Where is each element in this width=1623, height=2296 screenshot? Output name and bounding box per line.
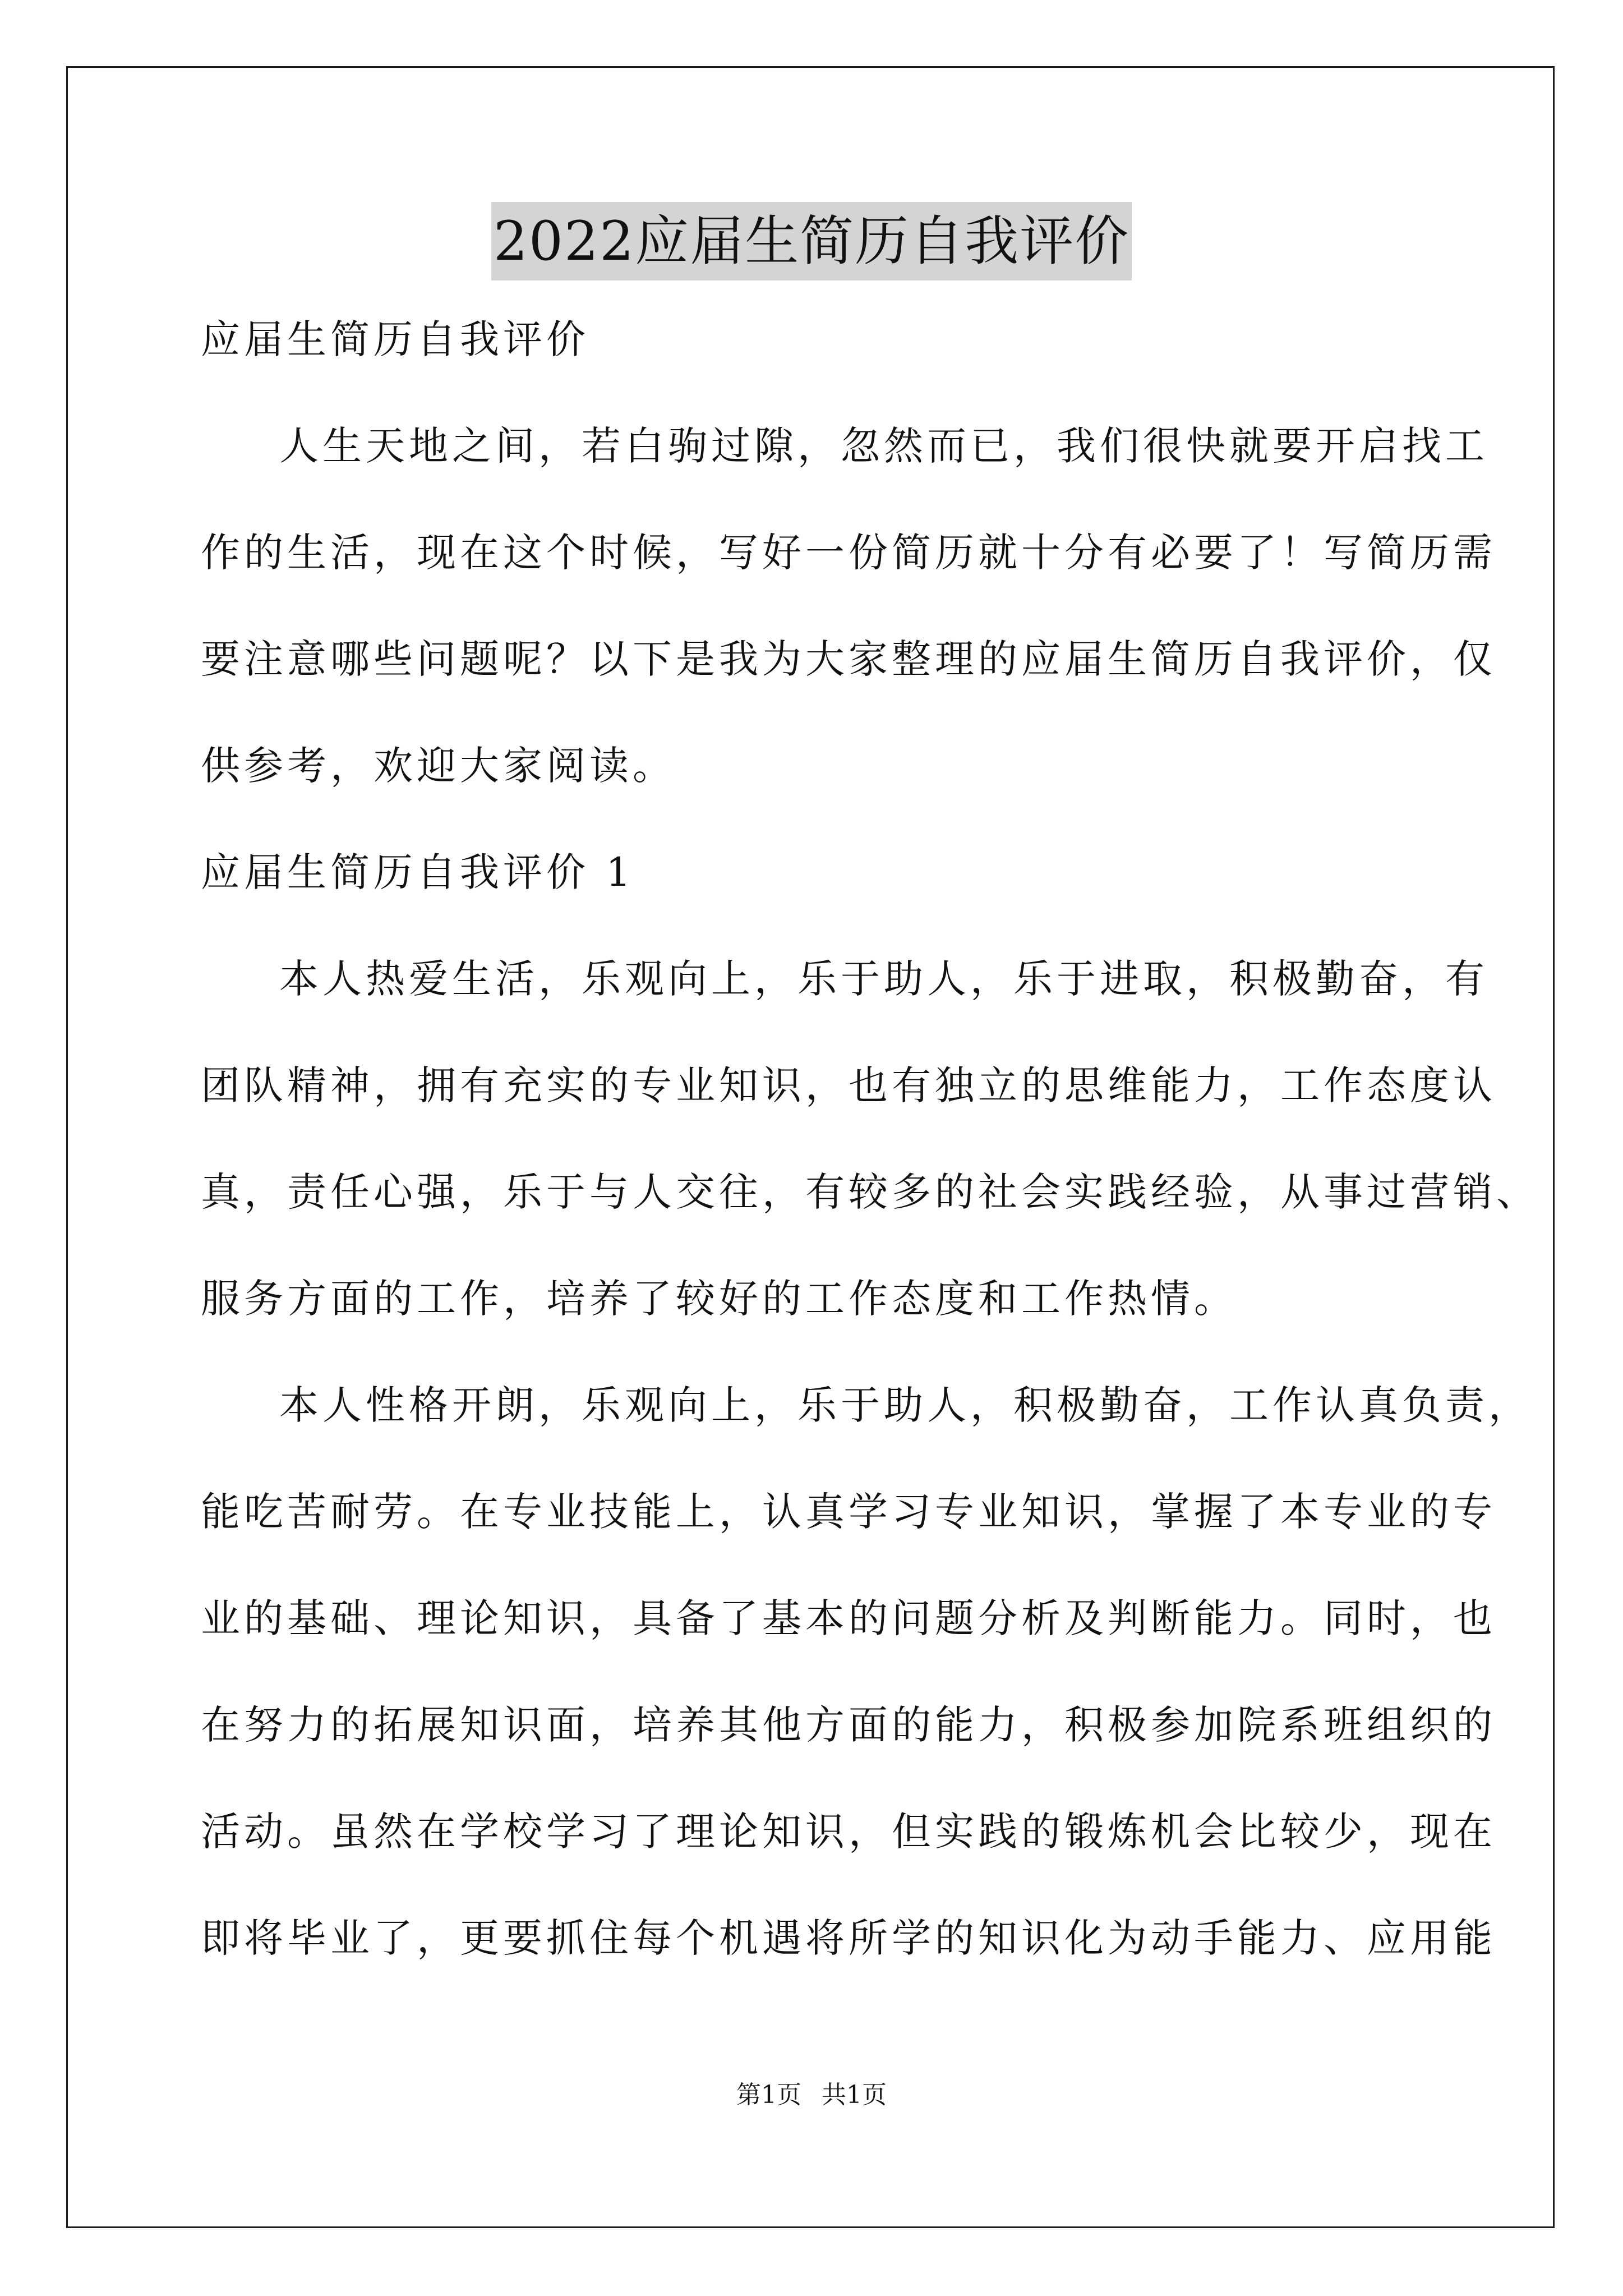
text-line: 人生天地之间，若白驹过隙，忽然而已，我们很快就要开启找工 — [279, 423, 1488, 469]
page-number: 第1页 — [736, 2081, 801, 2109]
text-line: 业的基础、理论知识，具备了基本的问题分析及判断能力。同时，也 — [201, 1595, 1496, 1641]
page-footer — [0, 2078, 1623, 2112]
text-line: 本人热爱生活，乐观向上，乐于助人，乐于进取，积极勤奋，有 — [279, 956, 1488, 1002]
text-line: 供参考，欢迎大家阅读。 — [201, 743, 676, 789]
text-line: 能吃苦耐劳。在专业技能上，认真学习专业知识，掌握了本专业的专 — [201, 1489, 1496, 1535]
text-line: 本人性格开朗，乐观向上，乐于助人，积极勤奋，工作认真负责， — [279, 1382, 1532, 1428]
text-line: 在努力的拓展知识面，培养其他方面的能力，积极参加院系班组织的 — [201, 1702, 1496, 1748]
text-line: 应届生简历自我评价 — [201, 316, 589, 362]
text-line: 即将毕业了，更要抓住每个机遇将所学的知识化为动手能力、应用能 — [201, 1915, 1496, 1961]
text-line: 应届生简历自我评价 1 — [201, 849, 635, 895]
document-title: 2022应届生简历自我评价 — [491, 202, 1132, 280]
page-border — [66, 66, 1555, 2228]
text-line: 作的生活，现在这个时候，写好一份简历就十分有必要了！写简历需 — [201, 530, 1496, 576]
text-line: 服务方面的工作，培养了较好的工作态度和工作热情。 — [201, 1276, 1237, 1322]
title-container — [0, 202, 1623, 280]
page-total: 共1页 — [822, 2081, 887, 2109]
text-line: 团队精神，拥有充实的专业知识，也有独立的思维能力，工作态度认 — [201, 1062, 1496, 1108]
text-line: 真，责任心强，乐于与人交往，有较多的社会实践经验，从事过营销、 — [201, 1169, 1539, 1215]
text-line: 要注意哪些问题呢？以下是我为大家整理的应届生简历自我评价，仅 — [201, 636, 1496, 682]
text-line: 活动。虽然在学校学习了理论知识，但实践的锻炼机会比较少，现在 — [201, 1809, 1496, 1855]
